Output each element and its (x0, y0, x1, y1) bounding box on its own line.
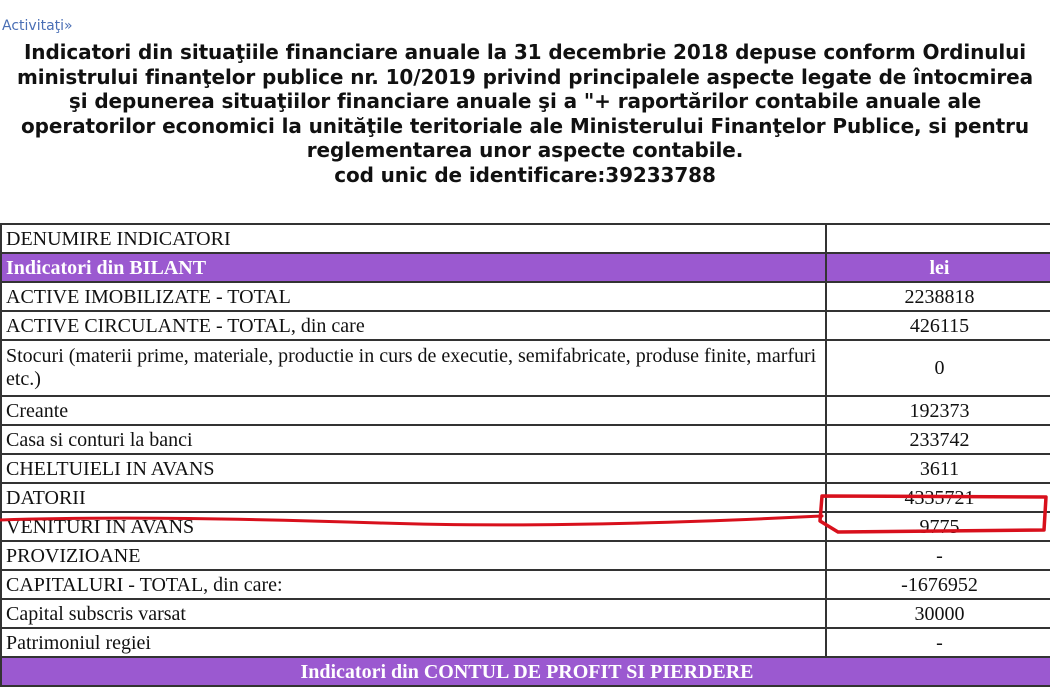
table-row (1, 282, 1050, 311)
header-value-cell (826, 224, 1050, 253)
title-line: reglementarea unor aspecte contabile. (306, 138, 744, 162)
table-header-row (1, 224, 1050, 253)
indicator-label: Patrimoniul regiei (1, 628, 826, 657)
table-row (1, 512, 1050, 541)
table-row (1, 541, 1050, 570)
section-title: Indicatori din BILANT (1, 253, 826, 282)
table-row-datorii (1, 483, 1050, 512)
indicator-label: Stocuri (materii prime, materiale, productie in curs de executie, semifabricate, produse finite, marfuri etc.) (1, 340, 826, 396)
table-row (1, 570, 1050, 599)
indicator-value: 233742 (826, 425, 1050, 454)
indicator-label: VENITURI IN AVANS (1, 512, 826, 541)
section-header-bilant (1, 253, 1050, 282)
table-row (1, 425, 1050, 454)
indicator-value: -1676952 (826, 570, 1050, 599)
indicator-label: Casa si conturi la banci (1, 425, 826, 454)
indicator-value: 4335721 (826, 483, 1050, 512)
indicator-value: 3611 (826, 454, 1050, 483)
indicator-label: PROVIZIOANE (1, 541, 826, 570)
financial-indicators-table (0, 223, 1050, 687)
indicator-label: DATORII (1, 483, 826, 512)
title-line: Indicatori din situaţiile financiare anuale la 31 decembrie 2018 depuse conform Ordinului (23, 40, 1027, 64)
title-line: ministrului finanţelor publice nr. 10/2019 privind principalele aspecte legate de întocmirea (17, 64, 1033, 89)
table-row (1, 311, 1050, 340)
title-line: operatorilor economici la unităţile teritoriale ale Ministerului Finanţelor Publice, si pentru (21, 113, 1029, 138)
indicator-value: 2238818 (826, 282, 1050, 311)
table-row (1, 454, 1050, 483)
breadcrumb-activitati-link[interactable]: Activitaţi» (2, 18, 73, 34)
page-title (0, 40, 1050, 187)
indicator-value: 192373 (826, 396, 1050, 425)
indicator-value: 426115 (826, 311, 1050, 340)
table-row (1, 599, 1050, 628)
table-row (1, 628, 1050, 657)
indicator-value: - (826, 628, 1050, 657)
indicator-label: ACTIVE CIRCULANTE - TOTAL, din care (1, 311, 826, 340)
header-label-cell: DENUMIRE INDICATORI (1, 224, 826, 253)
table-row (1, 340, 1050, 396)
currency-unit: lei (826, 253, 1050, 282)
indicator-value: 30000 (826, 599, 1050, 628)
indicator-label: CAPITALURI - TOTAL, din care: (1, 570, 826, 599)
company-id-line: cod unic de identificare:39233788 (334, 162, 716, 187)
section-header-profit-loss (1, 657, 1050, 686)
section-title: Indicatori din CONTUL DE PROFIT SI PIERDERE (1, 657, 1050, 686)
indicator-label: Creante (1, 396, 826, 425)
indicator-value: 9775 (826, 512, 1050, 541)
indicator-label: Capital subscris varsat (1, 599, 826, 628)
indicator-label: ACTIVE IMOBILIZATE - TOTAL (1, 282, 826, 311)
indicator-value: - (826, 541, 1050, 570)
table-row (1, 396, 1050, 425)
title-line: şi depunerea situaţiilor financiare anuale şi a "+ raportărilor contabile anuale ale (68, 89, 982, 113)
indicator-label: CHELTUIELI IN AVANS (1, 454, 826, 483)
indicator-value: 0 (826, 340, 1050, 396)
